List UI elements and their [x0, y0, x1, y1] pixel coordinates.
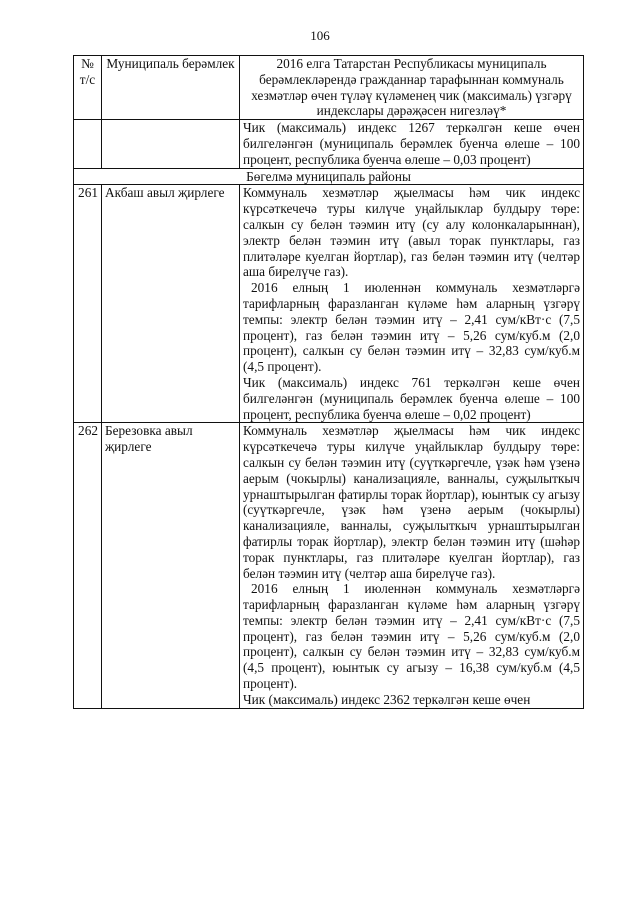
page-number: 106 — [310, 28, 330, 43]
row-paragraph: 2016 елның 1 июленнән коммуналь хезмәтләргә тарифларның фаразланган күләме һәм аларның үзгәрү темпы: электр белән тәэмин итү – 2,41 сум/кВт·с (7,5 процент), газ белән тәэмин итү – 5,26 сум/куб.м (2,0 процент), салкын су белән тәэмин итү – 32,83 сум/куб.м (4,5 процент). — [243, 280, 580, 375]
continuation-num-cell — [74, 120, 102, 168]
district-row — [74, 168, 584, 185]
row-text — [240, 185, 584, 423]
row-text — [240, 423, 584, 708]
header-name: Муниципаль берәмлек — [102, 56, 240, 120]
row-paragraph: Чик (максималь) индекс 761 теркәлгән кеше өчен билгеләнгән (муниципаль берәмлек буенча өлеше – 100 процент, республика буенча өлеше – 0,02 процент) — [243, 374, 580, 422]
header-num: № т/с — [74, 56, 102, 120]
row-paragraph: 2016 елның 1 июленнән коммуналь хезмәтләргә тарифларның фаразланган күләме һәм аларның үзгәрү темпы: электр белән тәэмин итү – 2,41 сум/кВт·с (7,5 процент), газ белән тәэмин итү – 5,26 сум/куб.м (2,0 процент), салкын су белән тәэмин итү – 32,83 сум/куб.м (4,5 процент), юынтык су агызу – 16,38 сум/куб.м (4,5 процент). — [243, 581, 580, 692]
row-num: 261 — [74, 185, 102, 423]
row-paragraph: Чик (максималь) индекс 2362 теркәлгән кеше өчен — [243, 691, 531, 707]
continuation-paragraph: Чик (максималь) индекс 1267 теркәлгән кеше өчен билгеләнгән (муниципаль берәмлек буенча өлеше – 100 процент, республика буенча өлеше – 0,03 процент) — [243, 120, 580, 167]
row-name: Акбаш авыл җирлеге — [102, 185, 240, 423]
table-row — [74, 423, 584, 708]
row-num: 262 — [74, 423, 102, 708]
header-text: 2016 елга Татарстан Республикасы муниципаль берәмлекләрендә гражданнар тарафыннан коммуналь хезмәтләр өчен түләү күләменең чик (максималь) үзгәрү индекслары дәрәҗәсен нигезләү* — [240, 56, 584, 120]
table-header-row — [74, 56, 584, 120]
district-title: Бөгелмә муниципаль районы — [74, 168, 584, 185]
table-row — [74, 185, 584, 423]
continuation-text-cell — [240, 120, 584, 168]
tariff-index-table — [73, 55, 584, 709]
row-paragraph: Коммуналь хезмәтләр җыелмасы һәм чик индекс күрсәткечечә туры килүче уңайлыклар булдыру төре: салкын су белән тәэмин итү (суүткәргечле, үзәк һәм үзенә аерым (чокырлы) канализацияле, ванналы, суҗылыткыч урнаштырылган фатирлы торак йортлар), юынтык су агызу (суүткәргечле, үзәк һәм үзенә аерым (чокырлы) канализацияле, ванналы, суҗылыткыч урнаштырылган фатирлы торак йортлар), электр белән тәэмин итү (шәһәр торак пунктлары, газ плитәләре куелган йортлар), газ белән тәэмин итү (челтәр аша бирелүче газ). — [243, 423, 580, 581]
table-row-continuation — [74, 120, 584, 168]
continuation-name-cell — [102, 120, 240, 168]
row-name: Березовка авыл җирлеге — [102, 423, 240, 708]
row-paragraph: Коммуналь хезмәтләр җыелмасы һәм чик индекс күрсәткечечә туры килүче уңайлыклар булдыру төре: салкын су белән тәэмин итү (су алу колонкаларыннан), электр белән тәэмин итү (авыл торак пунктлары, газ плитәләре куелган йортлар), газ белән тәэмин итү (челтәр аша бирелүче газ). — [243, 185, 580, 280]
